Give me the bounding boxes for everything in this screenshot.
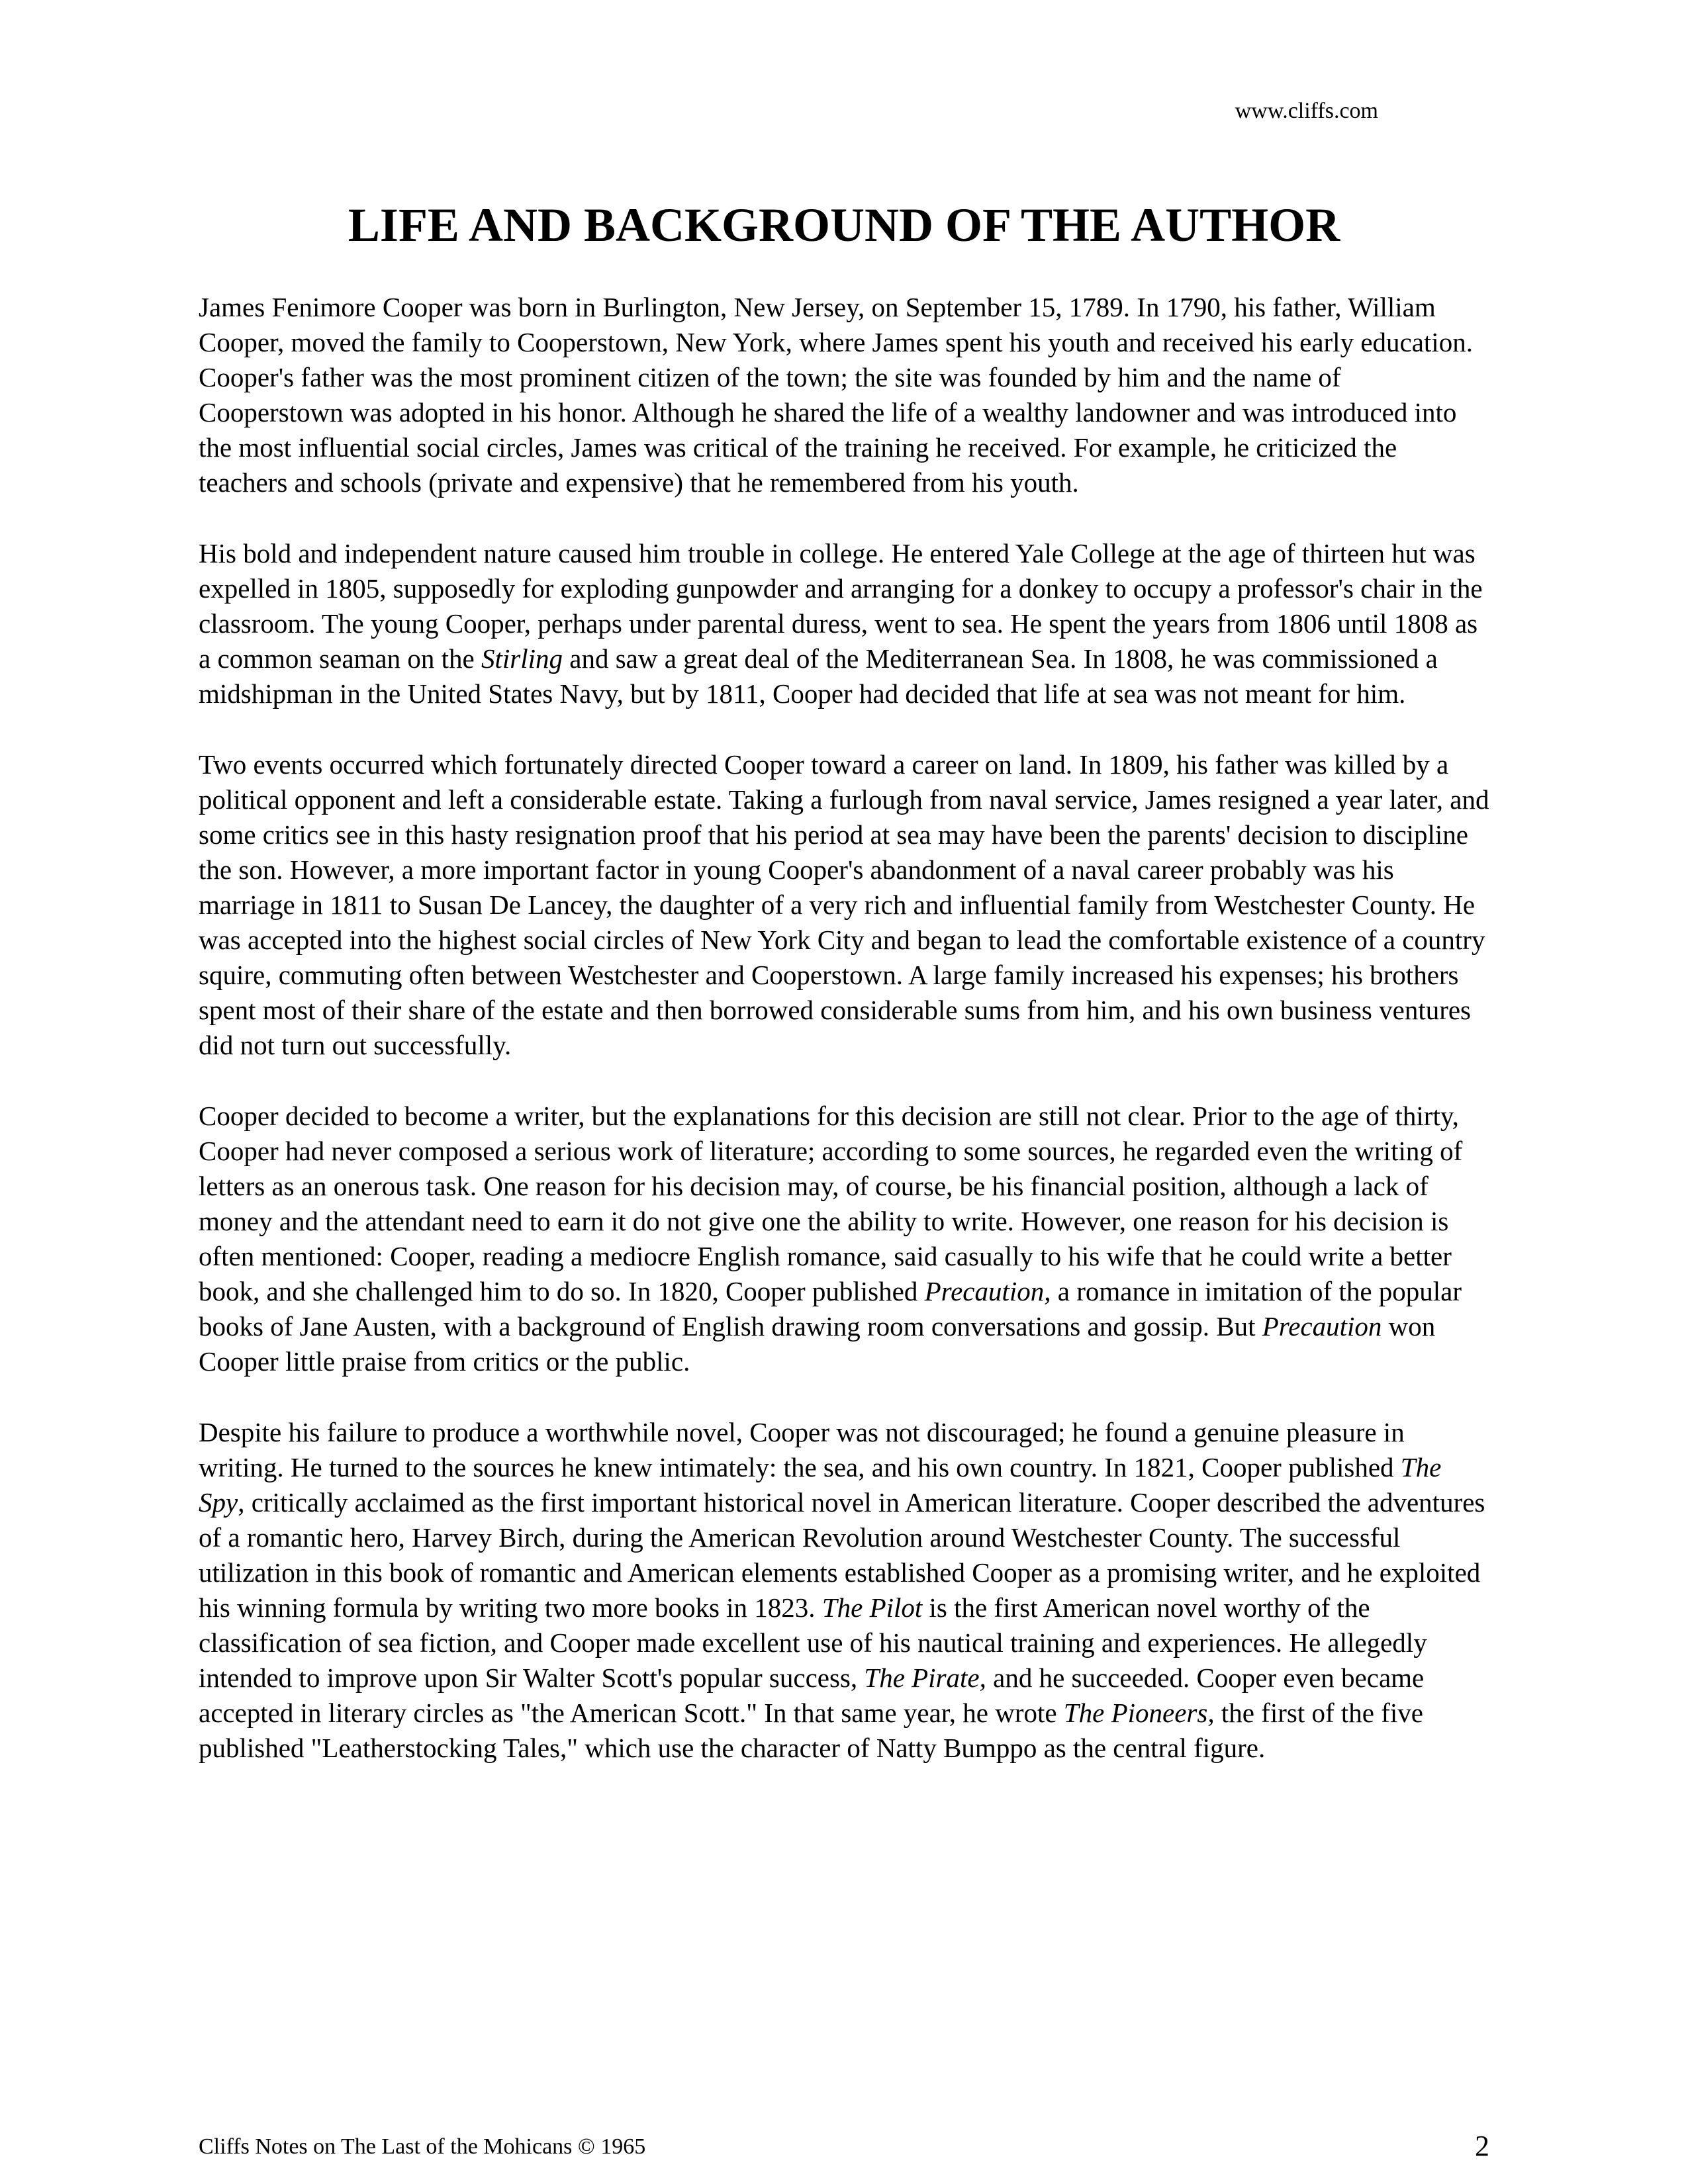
paragraph-2 (199, 536, 1489, 711)
book-title-italic: Precaution, (924, 1276, 1051, 1306)
book-title-italic: Precaution (1262, 1311, 1382, 1342)
paragraph-text: is the first American novel worthy of the classification of sea fiction, and Cooper made excellent use of his nautical training and experiences. He allegedly intended to improve upon Sir Walter Scott's popular success, (199, 1592, 1427, 1693)
paragraph-text: won Cooper little praise from critics or the public. (199, 1311, 1436, 1377)
paragraph-text: , critically acclaimed as the first important historical novel in American literature. Cooper described the adventures of a romantic hero, Harvey Birch, during the American Revolution around Westchester County. The successful utilization in this book of romantic and American elements established Cooper as a promising writer, and he exploited his winning formula by writing two more books in 1823. (199, 1487, 1485, 1623)
article-body (199, 290, 1489, 1801)
paragraph-text: and saw a great deal of the Mediterranean Sea. In 1808, he was commissioned a midshipman in the United States Navy, but by 1811, Cooper had decided that life at sea was not meant for him. (199, 643, 1438, 709)
paragraph-1 (199, 290, 1489, 500)
paragraph-text: Despite his failure to produce a worthwhile novel, Cooper was not discouraged; he found a genuine pleasure in writing. He turned to the sources he knew intimately: the sea, and his own country. In 1821, Cooper published (199, 1417, 1405, 1482)
paragraph-text: James Fenimore Cooper was born in Burlington, New Jersey, on September 15, 1789. In 1790, his father, William Cooper, moved the family to Cooperstown, New York, where James spent his youth and received his early education. Cooper's father was the most prominent citizen of the town; the site was founded by him and the name of Cooperstown was adopted in his honor. Although he shared the life of a wealthy landowner and was introduced into the most influential social circles, James was critical of the training he received. For example, he criticized the teachers and schools (private and expensive) that he remembered from his youth. (199, 292, 1473, 498)
book-title-italic: The Pirate, (864, 1662, 986, 1693)
paragraph-text: and he succeeded. Cooper even became accepted in literary circles as "the American Scott." In that same year, he wrote (199, 1662, 1425, 1728)
paragraph-text: the first of the five published "Leatherstocking Tales," which use the character of Natty Bumppo as the central figure. (199, 1698, 1423, 1763)
paragraph-text: Two events occurred which fortunately directed Cooper toward a career on land. In 1809, his father was killed by a political opponent and left a considerable estate. Taking a furlough from naval service, James resigned a year later, and some critics see in this hasty resignation proof that his period at sea may have been the parents' decision to discipline the son. However, a more important factor in young Cooper's abandonment of a naval career probably was his marriage in 1811 to Susan De Lancey, the daughter of a very rich and influential family from Westchester County. He was accepted into the highest social circles of New York City and began to lead the comfortable existence of a country squire, commuting often between Westchester and Cooperstown. A large family increased his expenses; his brothers spent most of their share of the estate and then borrowed considerable sums from him, and his own business ventures did not turn out successfully. (199, 749, 1489, 1060)
paragraph-text: Cooper decided to become a writer, but the explanations for this decision are still not clear. Prior to the age of thirty, Cooper had never composed a serious work of literature; according to some sources, he regarded even the writing of letters as an onerous task. One reason for his decision may, of course, be his financial position, although a lack of money and the attendant need to earn it do not give one the ability to write. However, one reason for his decision is often mentioned: Cooper, reading a mediocre English romance, said casually to his wife that he could write a better book, and she challenged him to do so. In 1820, Cooper published (199, 1101, 1463, 1306)
page-number: 2 (1475, 2130, 1489, 2162)
paragraph-4 (199, 1099, 1489, 1379)
book-title-italic: Stirling (481, 643, 563, 674)
paragraph-3 (199, 747, 1489, 1063)
page-title: LIFE AND BACKGROUND OF THE AUTHOR (348, 199, 1340, 251)
book-title-italic: The Pioneers, (1063, 1698, 1215, 1728)
paragraph-5 (199, 1415, 1489, 1766)
header-url: www.cliffs.com (1235, 99, 1378, 123)
footer-source: Cliffs Notes on The Last of the Mohicans © 1965 (199, 2134, 646, 2159)
book-title-italic: The Spy (199, 1452, 1442, 1518)
book-title-italic: The Pilot (821, 1592, 923, 1623)
paragraph-text: a romance in imitation of the popular books of Jane Austen, with a background of English drawing room conversations and gossip. But (199, 1276, 1462, 1342)
paragraph-text: His bold and independent nature caused him trouble in college. He entered Yale College at the age of thirteen hut was expelled in 1805, supposedly for exploding gunpowder and arranging for a donkey to occupy a professor's chair in the classroom. The young Cooper, perhaps under parental duress, went to sea. He spent the years from 1806 until 1808 as a common seaman on the (199, 538, 1483, 674)
